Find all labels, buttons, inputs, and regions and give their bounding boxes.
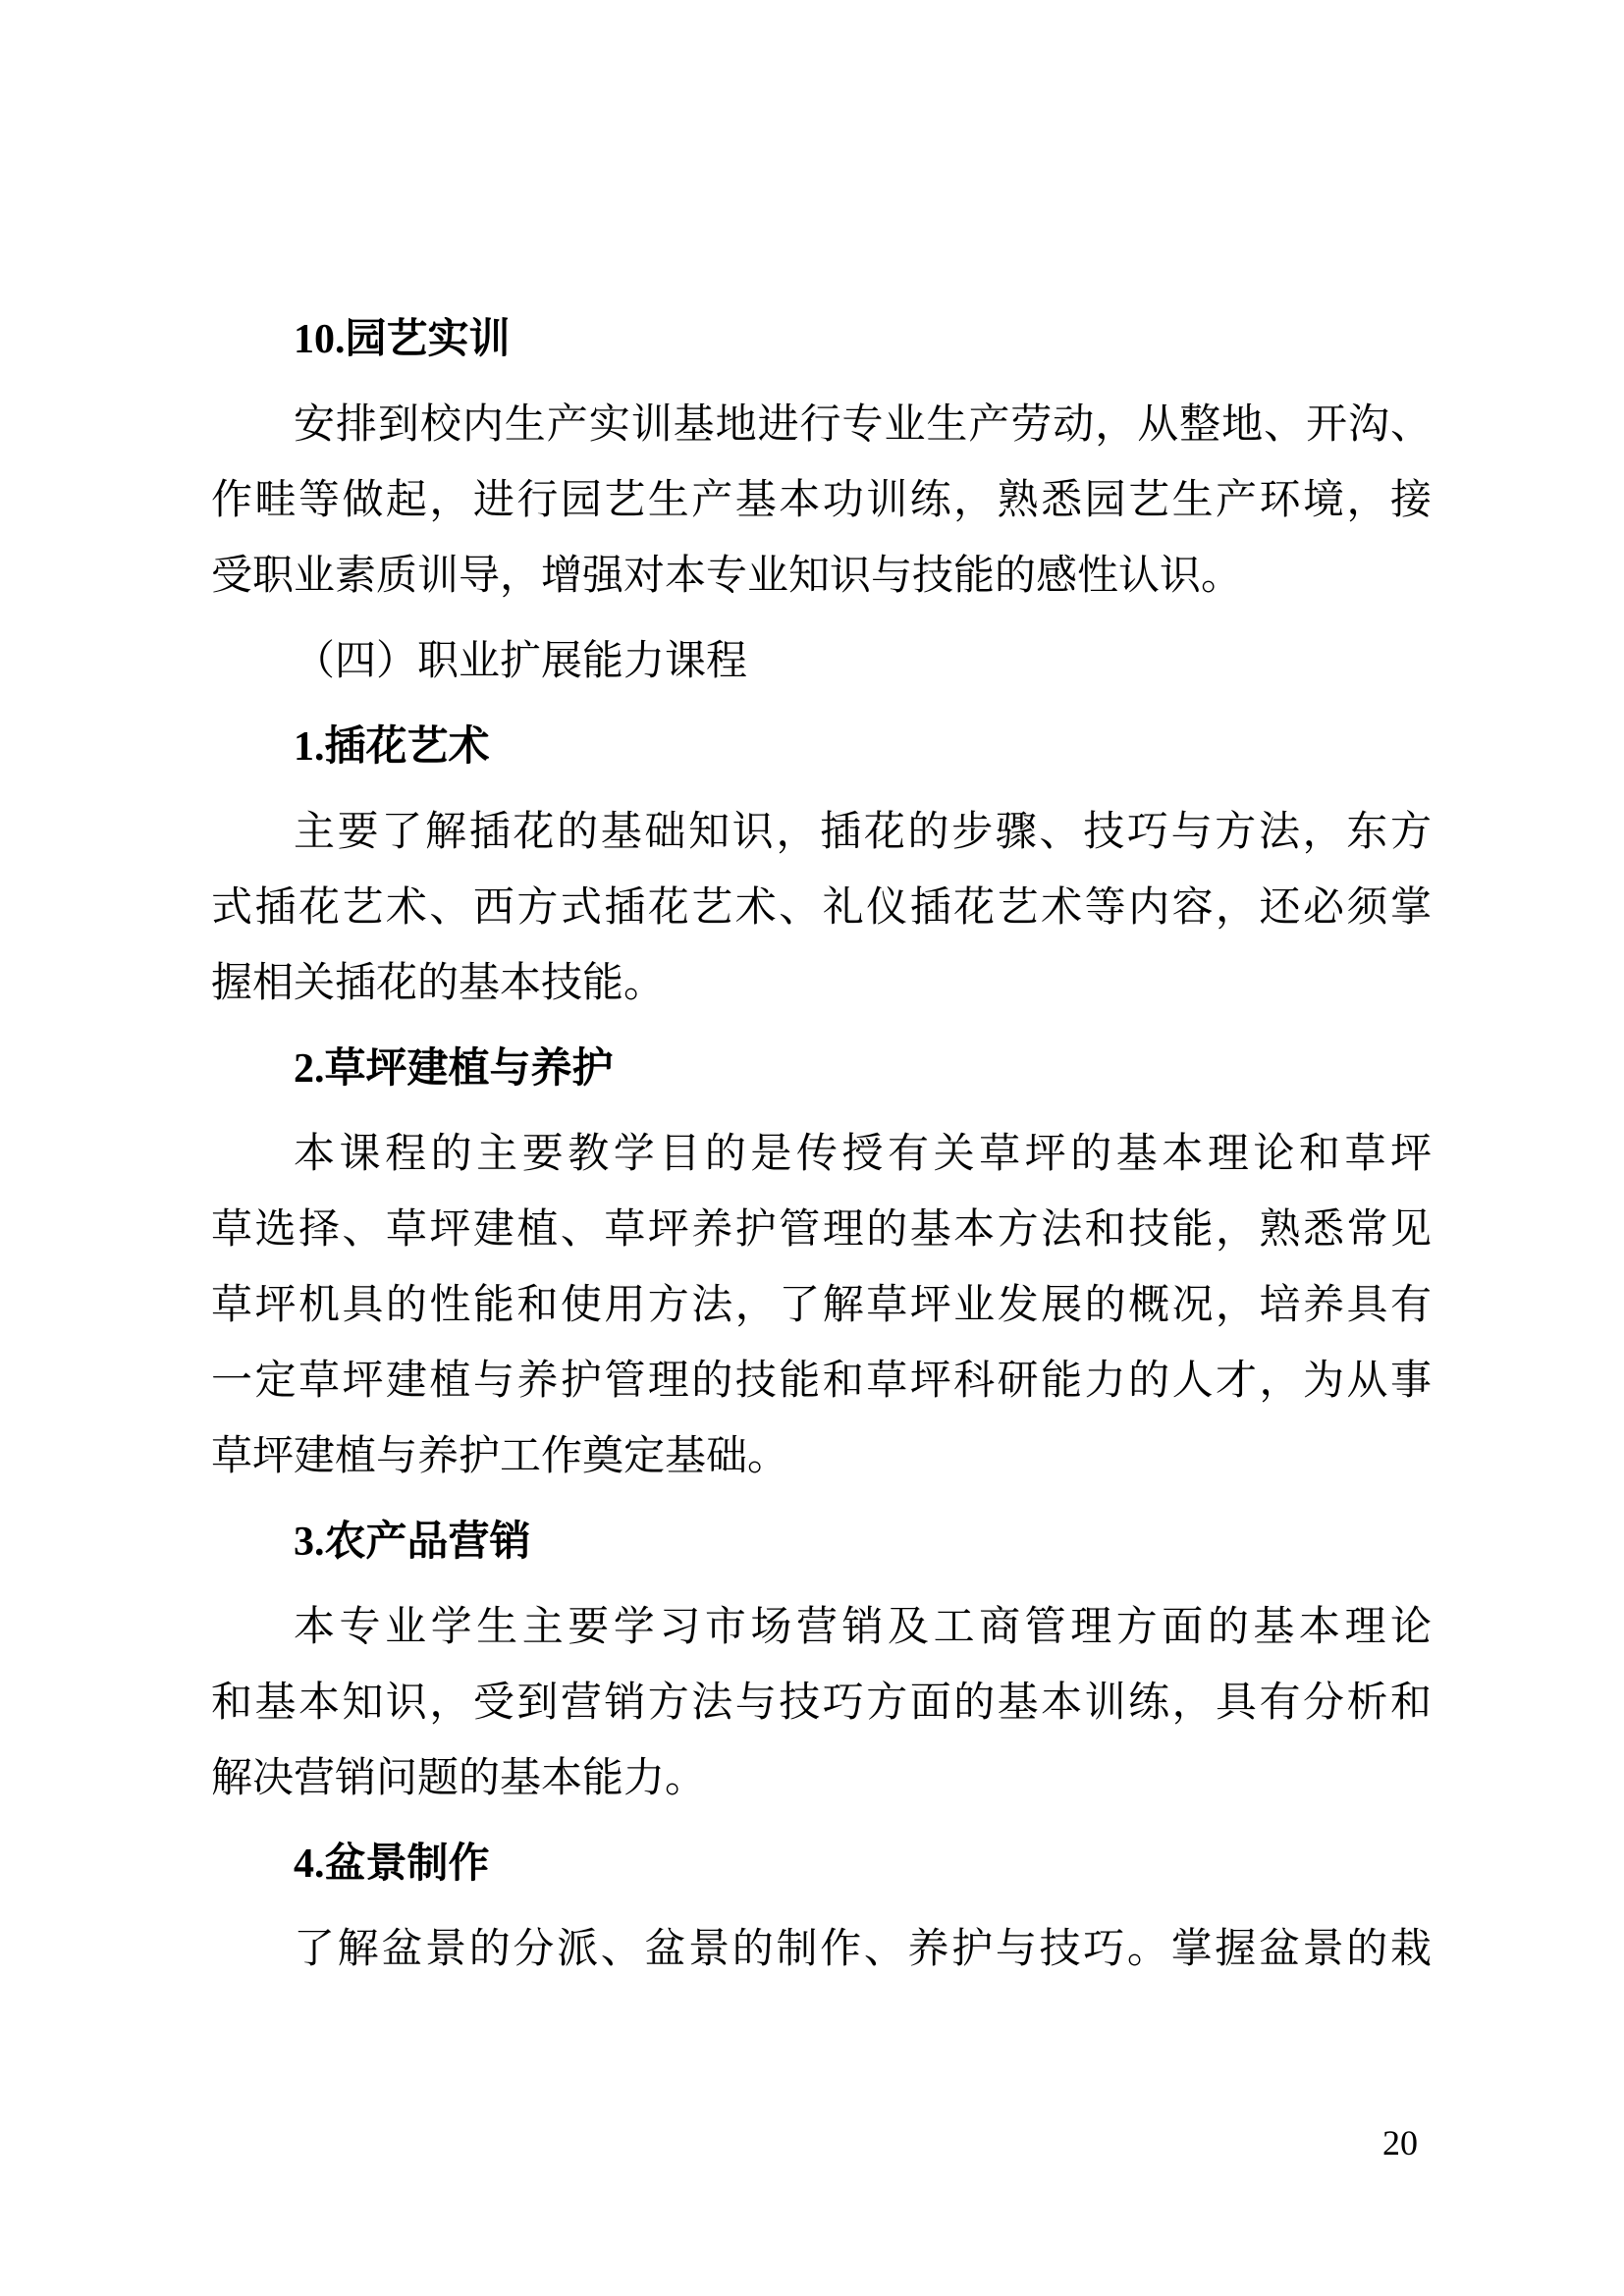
numbered-course-heading: 2.草坪建植与养护 (294, 1046, 614, 1092)
text-line: 主要了解插花的基础知识，插花的步骤、技巧与方法，东方 (294, 810, 1432, 855)
numbered-course-heading: 4.盆景制作 (294, 1842, 490, 1887)
document-body (211, 293, 1432, 1988)
text-line: 了解盆景的分派、盆景的制作、养护与技巧。掌握盆景的栽 (294, 1927, 1432, 1972)
text-line: 安排到校内生产实训基地进行专业生产劳动，从整地、开沟、 (294, 402, 1432, 448)
text-line: 本专业学生主要学习市场营销及工商管理方面的基本理论 (294, 1605, 1432, 1650)
paragraph (211, 388, 1432, 614)
numbered-course-heading: 10.园艺实训 (294, 317, 511, 362)
paragraph (211, 1912, 1432, 1988)
text-line: 一定草坪建植与养护管理的技能和草坪科研能力的人才，为从事 (211, 1359, 1432, 1404)
section-label: （四）职业扩展能力课程 (294, 639, 748, 684)
text-line: 解决营销问题的基本能力。 (211, 1756, 707, 1801)
text-line: 作畦等做起，进行园艺生产基本功训练，熟悉园艺生产环境，接 (211, 478, 1432, 523)
text-line: 草坪机具的性能和使用方法，了解草坪业发展的概况，培养具有 (211, 1283, 1432, 1328)
paragraph (211, 1590, 1432, 1817)
text-line: 草坪建植与养护工作奠定基础。 (211, 1434, 789, 1479)
text-line: 受职业素质训导，增强对本专业知识与技能的感性认识。 (211, 554, 1243, 599)
page-number: 20 (1382, 2123, 1418, 2163)
paragraph (211, 1117, 1432, 1495)
numbered-course-heading: 1.插花艺术 (294, 724, 490, 770)
text-line: 本课程的主要教学目的是传授有关草坪的基本理论和草坪 (294, 1132, 1432, 1177)
text-line: 式插花艺术、西方式插花艺术、礼仪插花艺术等内容，还必须掌 (211, 885, 1432, 931)
text-line: 和基本知识，受到营销方法与技巧方面的基本训练，具有分析和 (211, 1681, 1432, 1726)
numbered-course-heading: 3.农产品营销 (294, 1520, 531, 1565)
text-line: 草选择、草坪建植、草坪养护管理的基本方法和技能，熟悉常见 (211, 1207, 1432, 1253)
paragraph (211, 795, 1432, 1022)
text-line: 握相关插花的基本技能。 (211, 961, 666, 1006)
